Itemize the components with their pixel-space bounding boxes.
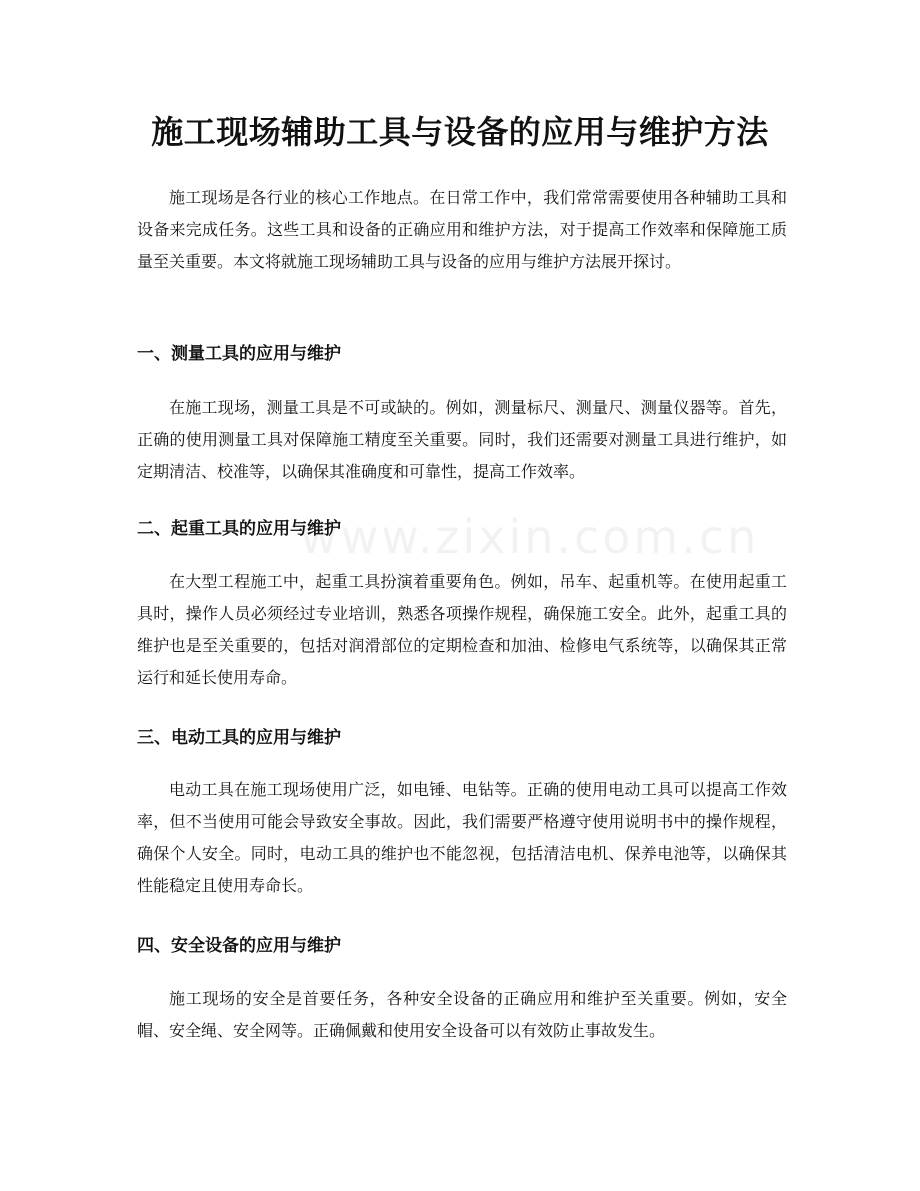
section-4-body: 施工现场的安全是首要任务，各种安全设备的正确应用和维护至关重要。例如，安全帽、安全绳、安全网等。正确佩戴和使用安全设备可以有效防止事故发生。 <box>137 989 787 1040</box>
section-1-heading: 一、测量工具的应用与维护 <box>137 344 341 364</box>
document-title: 施工现场辅助工具与设备的应用与维护方法 <box>151 113 769 151</box>
section-2-body: 在大型工程施工中，起重工具扮演着重要角色。例如，吊车、起重机等。在使用起重工具时，操作人员必须经过专业培训，熟悉各项操作规程，确保施工安全。此外，起重工具的维护也是至关重要的，包括对润滑部位的定期检查和加油、检修电气系统等，以确保其正常运行和延长使用寿命。 <box>137 572 787 687</box>
section-3-body: 电动工具在施工现场使用广泛，如电锤、电钻等。正确的使用电动工具可以提高工作效率，但不当使用可能会导致安全事故。因此，我们需要严格遵守使用说明书中的操作规程，确保个人安全。同时，电动工具的维护也不能忽视，包括清洁电机、保养电池等，以确保其性能稳定且使用寿命长。 <box>137 780 787 895</box>
section-4-heading: 四、安全设备的应用与维护 <box>137 936 341 956</box>
section-2-heading: 二、起重工具的应用与维护 <box>137 519 341 539</box>
watermark-text: www.zixin.com.cn <box>300 510 760 564</box>
section-1-body: 在施工现场，测量工具是不可或缺的。例如，测量标尺、测量尺、测量仪器等。首先，正确的使用测量工具对保障施工精度至关重要。同时，我们还需要对测量工具进行维护，如定期清洁、校准等，以确保其准确度和可靠性，提高工作效率。 <box>137 398 787 481</box>
intro-paragraph: 施工现场是各行业的核心工作地点。在日常工作中，我们常常需要使用各种辅助工具和设备来完成任务。这些工具和设备的正确应用和维护方法，对于提高工作效率和保障施工质量至关重要。本文将就施工现场辅助工具与设备的应用与维护方法展开探讨。 <box>137 188 787 271</box>
section-3-heading: 三、电动工具的应用与维护 <box>137 728 341 748</box>
